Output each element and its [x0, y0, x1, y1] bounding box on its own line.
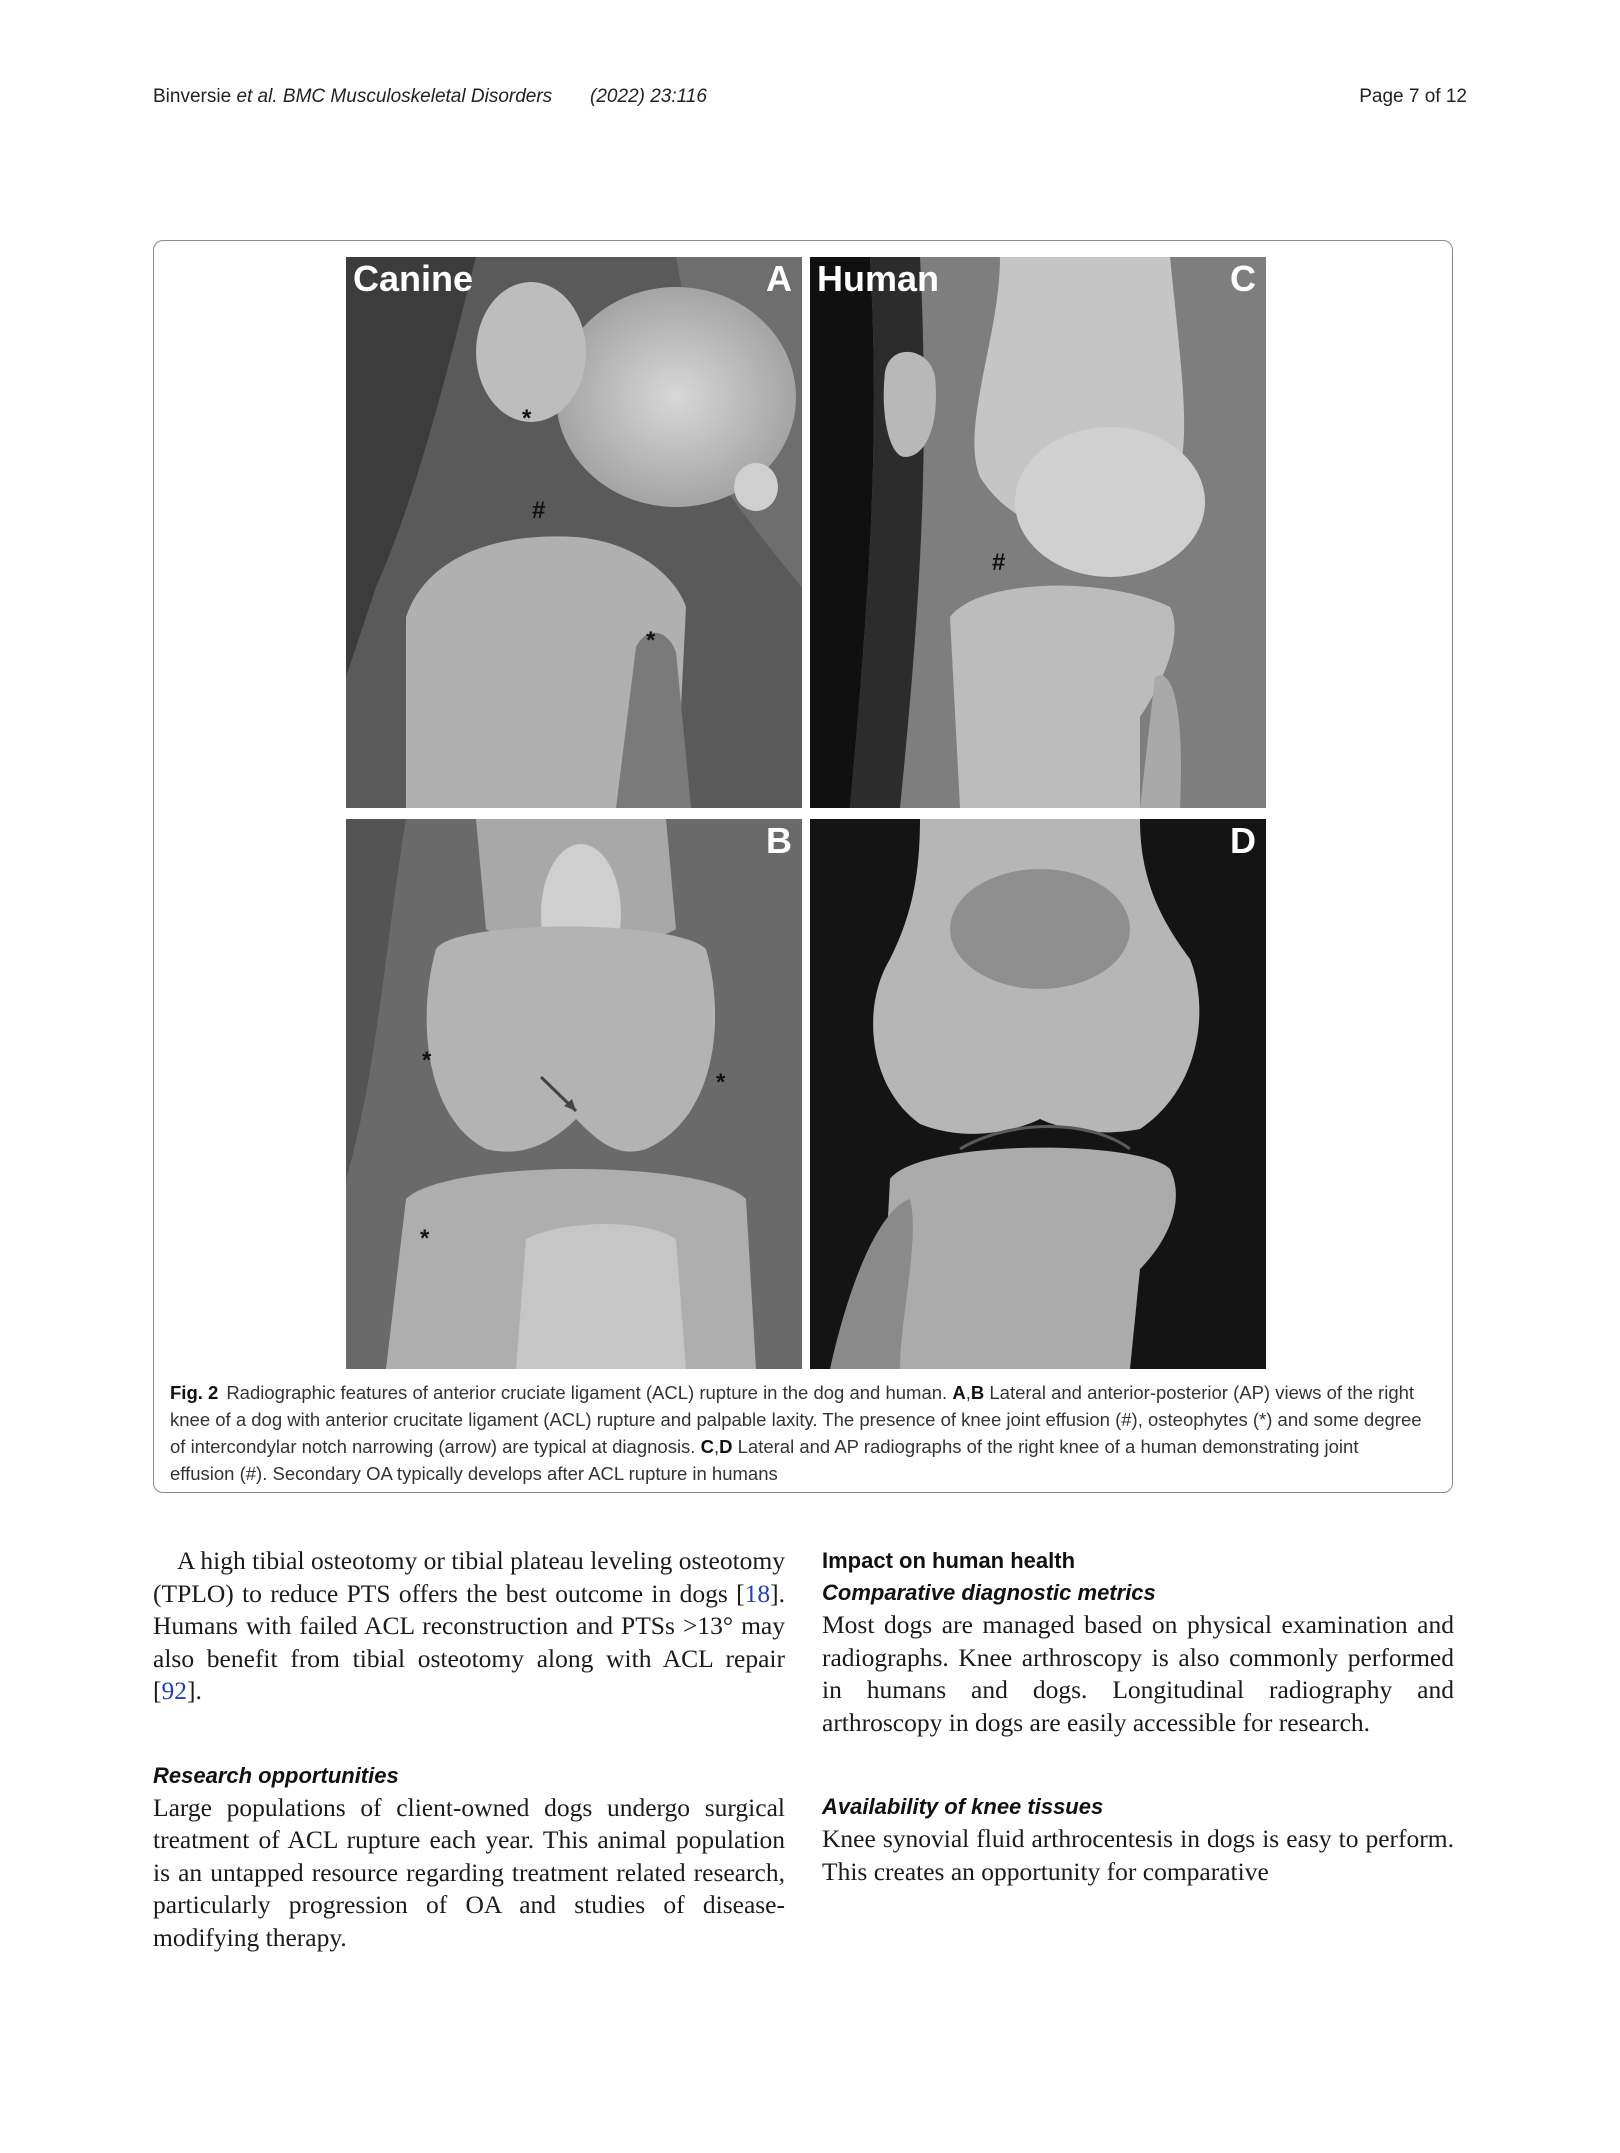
osteophyte-mark: *	[716, 1069, 726, 1096]
right-column	[822, 1545, 1454, 1888]
osteophyte-mark: *	[422, 1047, 432, 1074]
panel-letter-d: D	[1230, 820, 1256, 861]
radiograph-human-lateral	[810, 257, 1266, 808]
figure-2	[153, 240, 1453, 1493]
panel-letter-c: C	[1230, 258, 1256, 299]
panel-title-canine: Canine	[353, 258, 474, 299]
panel-a-canine-lateral	[346, 257, 802, 808]
knee-tissues-heading: Availability of knee tissues	[822, 1794, 1104, 1819]
year-volume: (2022) 23:116	[590, 86, 707, 107]
research-paragraph: Large populations of client-owned dogs undergo surgical treatment of ACL rupture each year. This animal population is an untapped resource regarding treatment related research, particularly progression of OA and studies of disease-modifying therapy.	[153, 1792, 785, 1952]
left-column	[153, 1545, 785, 1954]
osteophyte-mark: *	[646, 627, 656, 654]
panel-title-human: Human	[817, 258, 940, 299]
journal-citation: Binversie et al. BMC Musculoskeletal Disorders	[153, 86, 553, 107]
figure-caption: Fig. 2 Radiographic features of anterior cruciate ligament (ACL) rupture in the dog and human. A,B Lateral and anterior-posterior (AP) views of the right knee of a dog with anterior crucitate ligament (ACL) rupture and palpable laxity. The presence of knee joint effusion (#), osteophytes (*) and some degree of intercondylar notch narrowing (arrow) are typical at diagnosis. C,D Lateral and AP radiographs of the right knee of a human demonstrating joint effusion (#). Secondary OA typically develops after ACL rupture in humans	[170, 1382, 1422, 1484]
effusion-mark: #	[992, 549, 1006, 576]
osteophyte-mark: *	[420, 1225, 430, 1252]
panel-d-human-ap	[810, 819, 1266, 1369]
diagnostic-metrics-heading: Comparative diagnostic metrics	[822, 1580, 1156, 1605]
panel-letter-b: B	[766, 820, 792, 861]
radiograph-human-ap	[810, 819, 1266, 1369]
citation-link[interactable]: 92	[161, 1676, 187, 1705]
panel-b-canine-ap	[346, 819, 802, 1369]
radiograph-canine-lateral	[346, 257, 802, 808]
panel-letter-a: A	[766, 258, 792, 299]
diagnostic-paragraph: Most dogs are managed based on physical examination and radiographs. Knee arthroscopy is also commonly performed in humans and dogs. Longitudinal radiography and arthroscopy in dogs are easily accessible for research.	[822, 1610, 1454, 1737]
tplo-paragraph: A high tibial osteotomy or tibial plateau leveling osteotomy (TPLO) to reduce PTS offers the best outcome in dogs [18]. Humans with failed ACL reconstruction and PTSs >13° may also benefit from tibial osteotomy along with ACL repair [92].	[153, 1546, 785, 1705]
running-header	[153, 86, 1467, 108]
radiograph-canine-ap	[346, 819, 802, 1369]
figure-label: Fig. 2	[170, 1382, 219, 1403]
research-opportunities-heading: Research opportunities	[153, 1762, 399, 1788]
panel-c-human-lateral	[810, 257, 1266, 808]
knee-tissues-paragraph: Knee synovial fluid arthrocentesis in dogs is easy to perform. This creates an opportunity for comparative	[822, 1824, 1454, 1886]
page-number: Page 7 of 12	[1359, 86, 1467, 107]
impact-section-heading: Impact on human health	[822, 1548, 1076, 1573]
osteophyte-mark: *	[522, 405, 532, 432]
citation-link[interactable]: 18	[744, 1578, 771, 1608]
effusion-mark: #	[532, 497, 546, 524]
